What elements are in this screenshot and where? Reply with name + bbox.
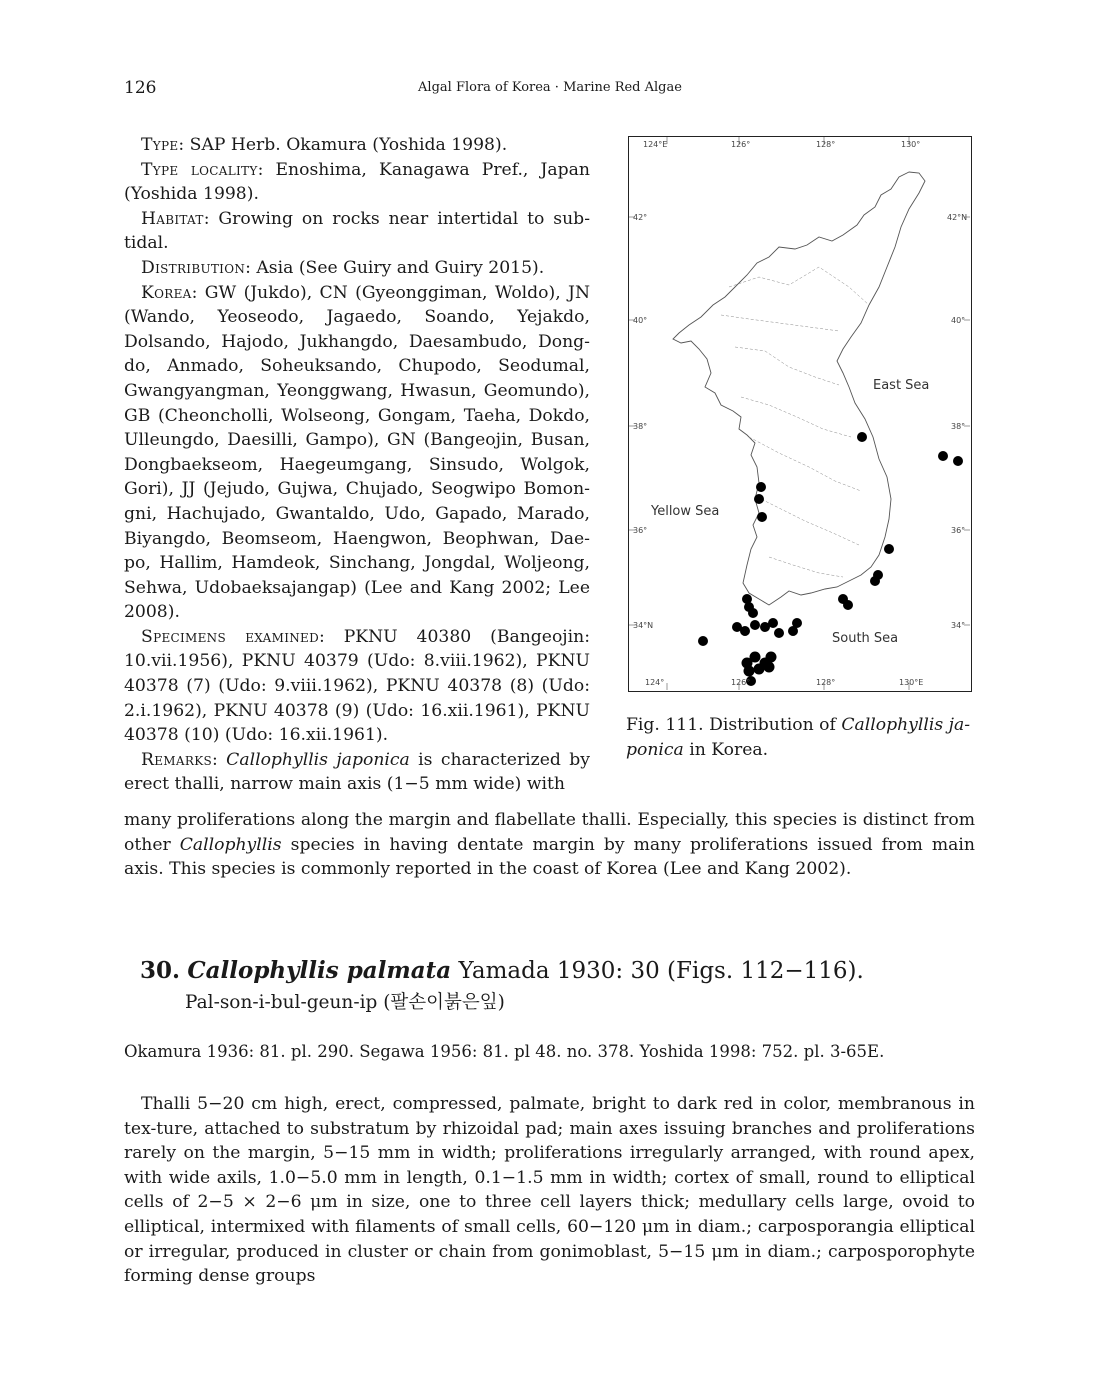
distribution-points bbox=[698, 432, 966, 686]
type-text: : SAP Herb. Okamura (Yoshida 1998). bbox=[178, 135, 508, 155]
species-vernacular: Pal-son-i-bul-geun-ip (팔손이붉은잎) bbox=[185, 992, 505, 1013]
lon-label-bottom-2: 126° bbox=[731, 678, 751, 687]
distribution-point bbox=[757, 512, 767, 522]
distribution-point bbox=[744, 666, 755, 677]
species-authority: Yamada 1930: 30 (Figs. 112−116). bbox=[451, 958, 864, 984]
type-locality-entry bbox=[124, 158, 590, 207]
page-number: 126 bbox=[124, 78, 157, 98]
references: Okamura 1936: 81. pl. 290. Segawa 1956: 81. pl 48. no. 378. Yoshida 1998: 752. pl. 3-65E. bbox=[124, 1042, 885, 1061]
distribution-map bbox=[628, 136, 972, 692]
lat-label-right-4: 36° bbox=[951, 526, 966, 535]
lon-label-top-2: 126° bbox=[731, 140, 751, 149]
korea-text: : GW (Jukdo), CN (Gyeonggiman, Woldo), JN (Wando, Yeoseodo, Jagaedo, Soando, Yejakdo, Dolsando, Hajodo, Jukhangdo, Daesambudo, Dong-do, Anmado, Soheuksando, Chupodo, Seodumal, Gwangyangman, Yeonggwang, Hwasun, Geomundo), GB (Cheoncholli, Wolseong, Gongam, Taeha, Dokdo, Ulleungdo, Daesilli, Gampo), GN (Bangeojin, Busan, Dongbaekseom, Haegeumgang, Sinsudo, Wolgok, Gori), JJ (Jejudo, Gujwa, Chujado, Seogwipo Bomon-gni, Hachujado, Gwantaldo, Udo, Gapado, Marado, Biyangdo, Beomseom, Haengwon, Beophwan, Dae-po, Hallim, Hamdeok, Sinchang, Jongdal, Woljeong, Sehwa, Udobaeksajangap) (Lee and Kang 2002; Lee 2008). bbox=[124, 282, 590, 623]
korea-map-svg bbox=[629, 137, 970, 690]
remarks-entry bbox=[124, 748, 590, 797]
habitat-text: : Growing on rocks near intertidal to sub-tidal. bbox=[124, 208, 590, 254]
distribution-point bbox=[953, 456, 963, 466]
korea-entry bbox=[124, 281, 590, 625]
distribution-point bbox=[698, 636, 708, 646]
habitat-entry bbox=[124, 207, 590, 256]
lat-label-right-2: 40° bbox=[951, 316, 966, 325]
remarks-continuation bbox=[124, 808, 975, 882]
figure-caption bbox=[626, 713, 974, 762]
remarks-genus: Callophyllis bbox=[179, 834, 282, 855]
yellow-sea-label: Yellow Sea bbox=[651, 504, 720, 519]
lon-label-top-3: 128° bbox=[816, 140, 836, 149]
distribution-point bbox=[792, 618, 802, 628]
distribution-point bbox=[766, 652, 777, 663]
distribution-point bbox=[754, 494, 764, 504]
korea-label: Korea bbox=[141, 282, 192, 303]
species-name: Callophyllis palmata bbox=[187, 957, 452, 984]
distribution-point bbox=[857, 432, 867, 442]
caption-species: Callophyllis ja-ponica bbox=[626, 715, 971, 760]
distribution-point bbox=[764, 662, 775, 673]
distribution-point bbox=[750, 620, 760, 630]
type-locality-text: : Enoshima, Kanagawa Pref., Japan (Yoshida 1998). bbox=[124, 159, 590, 205]
lat-label-left-2: 40° bbox=[633, 316, 648, 325]
border-lines bbox=[721, 267, 869, 577]
remarks-full-2: species in having dentate margin by many proliferations issued from main axis. This species is commonly reported in the coast of Korea (Lee and Kang 2002). bbox=[124, 834, 975, 880]
remarks-pre: : bbox=[211, 749, 227, 770]
lat-label-left-5: 34°N bbox=[633, 621, 654, 630]
specimens-label: Specimens examined bbox=[141, 626, 320, 647]
lat-label-left-3: 38° bbox=[633, 422, 648, 431]
lat-label-left-4: 36° bbox=[633, 526, 648, 535]
distribution-point bbox=[870, 576, 880, 586]
distribution-entry bbox=[124, 256, 590, 281]
distribution-point bbox=[768, 618, 778, 628]
species-number: 30. bbox=[140, 957, 181, 984]
distribution-point bbox=[748, 608, 758, 618]
description-paragraph: Thalli 5−20 cm high, erect, compressed, palmate, bright to dark red in color, membranous in tex-ture, attached to substratum by rhizoidal pad; main axes issuing branches and proliferations rarely on the margin, 5−15 mm in width; proliferations irregularly arranged, with round apex, with wide axils, 1.0−5.0 mm in length, 0.1−1.5 mm in width; cortex of small, round to elliptical cells of 2−5 × 2−6 μm in size, one to three cell layers thick; medullary cells large, ovoid to elliptical, intermixed with filaments of small cells, 60−120 μm in diam.; carposporangia elliptical or irregular, produced in cluster or chain from gonimoblast, 5−15 μm in diam.; carposporophyte forming dense groups bbox=[124, 1094, 975, 1287]
distribution-point bbox=[750, 652, 761, 663]
lat-label-right-1: 42°N bbox=[947, 213, 968, 222]
remarks-text-1: is characterized by erect thalli, narrow main axis (1−5 mm wide) with bbox=[124, 749, 590, 795]
distribution-point bbox=[756, 482, 766, 492]
type-locality-label: Type locality bbox=[141, 159, 258, 180]
lon-label-bottom-4: 130°E bbox=[899, 678, 924, 687]
distribution-point bbox=[938, 451, 948, 461]
distribution-point bbox=[843, 600, 853, 610]
specimens-entry bbox=[124, 625, 590, 748]
caption-prefix: Fig. 111. Distribution of bbox=[626, 715, 842, 735]
lat-label-right-5: 34° bbox=[951, 621, 966, 630]
caption-suffix: in Korea. bbox=[683, 739, 769, 760]
type-entry bbox=[124, 133, 590, 158]
lon-label-bottom-3: 128° bbox=[816, 678, 836, 687]
remarks-label: Remarks bbox=[141, 749, 212, 770]
remarks-full-1: many proliferations along the margin and flabellate thalli. Especially, this species is distinct from other bbox=[124, 810, 975, 855]
remarks-species: Callophyllis japonica bbox=[226, 749, 410, 770]
distribution-point bbox=[774, 628, 784, 638]
type-label: Type bbox=[141, 135, 179, 155]
distribution-point bbox=[754, 664, 765, 675]
left-column bbox=[124, 133, 590, 797]
lat-label-right-3: 38° bbox=[951, 422, 966, 431]
lon-label-top-4: 130° bbox=[901, 140, 921, 149]
distribution-label: Distribution bbox=[141, 257, 246, 278]
lat-label-left-1: 42° bbox=[633, 213, 648, 222]
lon-label-top-1: 124°E bbox=[643, 140, 668, 149]
lon-label-bottom-1: 124° bbox=[645, 678, 665, 687]
habitat-label: Habitat bbox=[141, 208, 204, 229]
distribution-text: : Asia (See Guiry and Guiry 2015). bbox=[245, 257, 545, 278]
east-sea-label: East Sea bbox=[873, 378, 930, 393]
distribution-point bbox=[884, 544, 894, 554]
running-head: Algal Flora of Korea · Marine Red Algae bbox=[418, 80, 682, 95]
south-sea-label: South Sea bbox=[832, 631, 899, 646]
species-heading bbox=[140, 957, 864, 984]
specimens-text: : PKNU 40380 (Bangeojin: 10.vii.1956), PKNU 40379 (Udo: 8.viii.1962), PKNU 40378 (7) (Udo: 9.viii.1962), PKNU 40378 (8) (Udo: 2.i.1962), PKNU 40378 (9) (Udo: 16.xii.1961), PKNU 40378 (10) (Udo: 16.xii.1961). bbox=[124, 626, 590, 746]
distribution-point bbox=[740, 626, 750, 636]
